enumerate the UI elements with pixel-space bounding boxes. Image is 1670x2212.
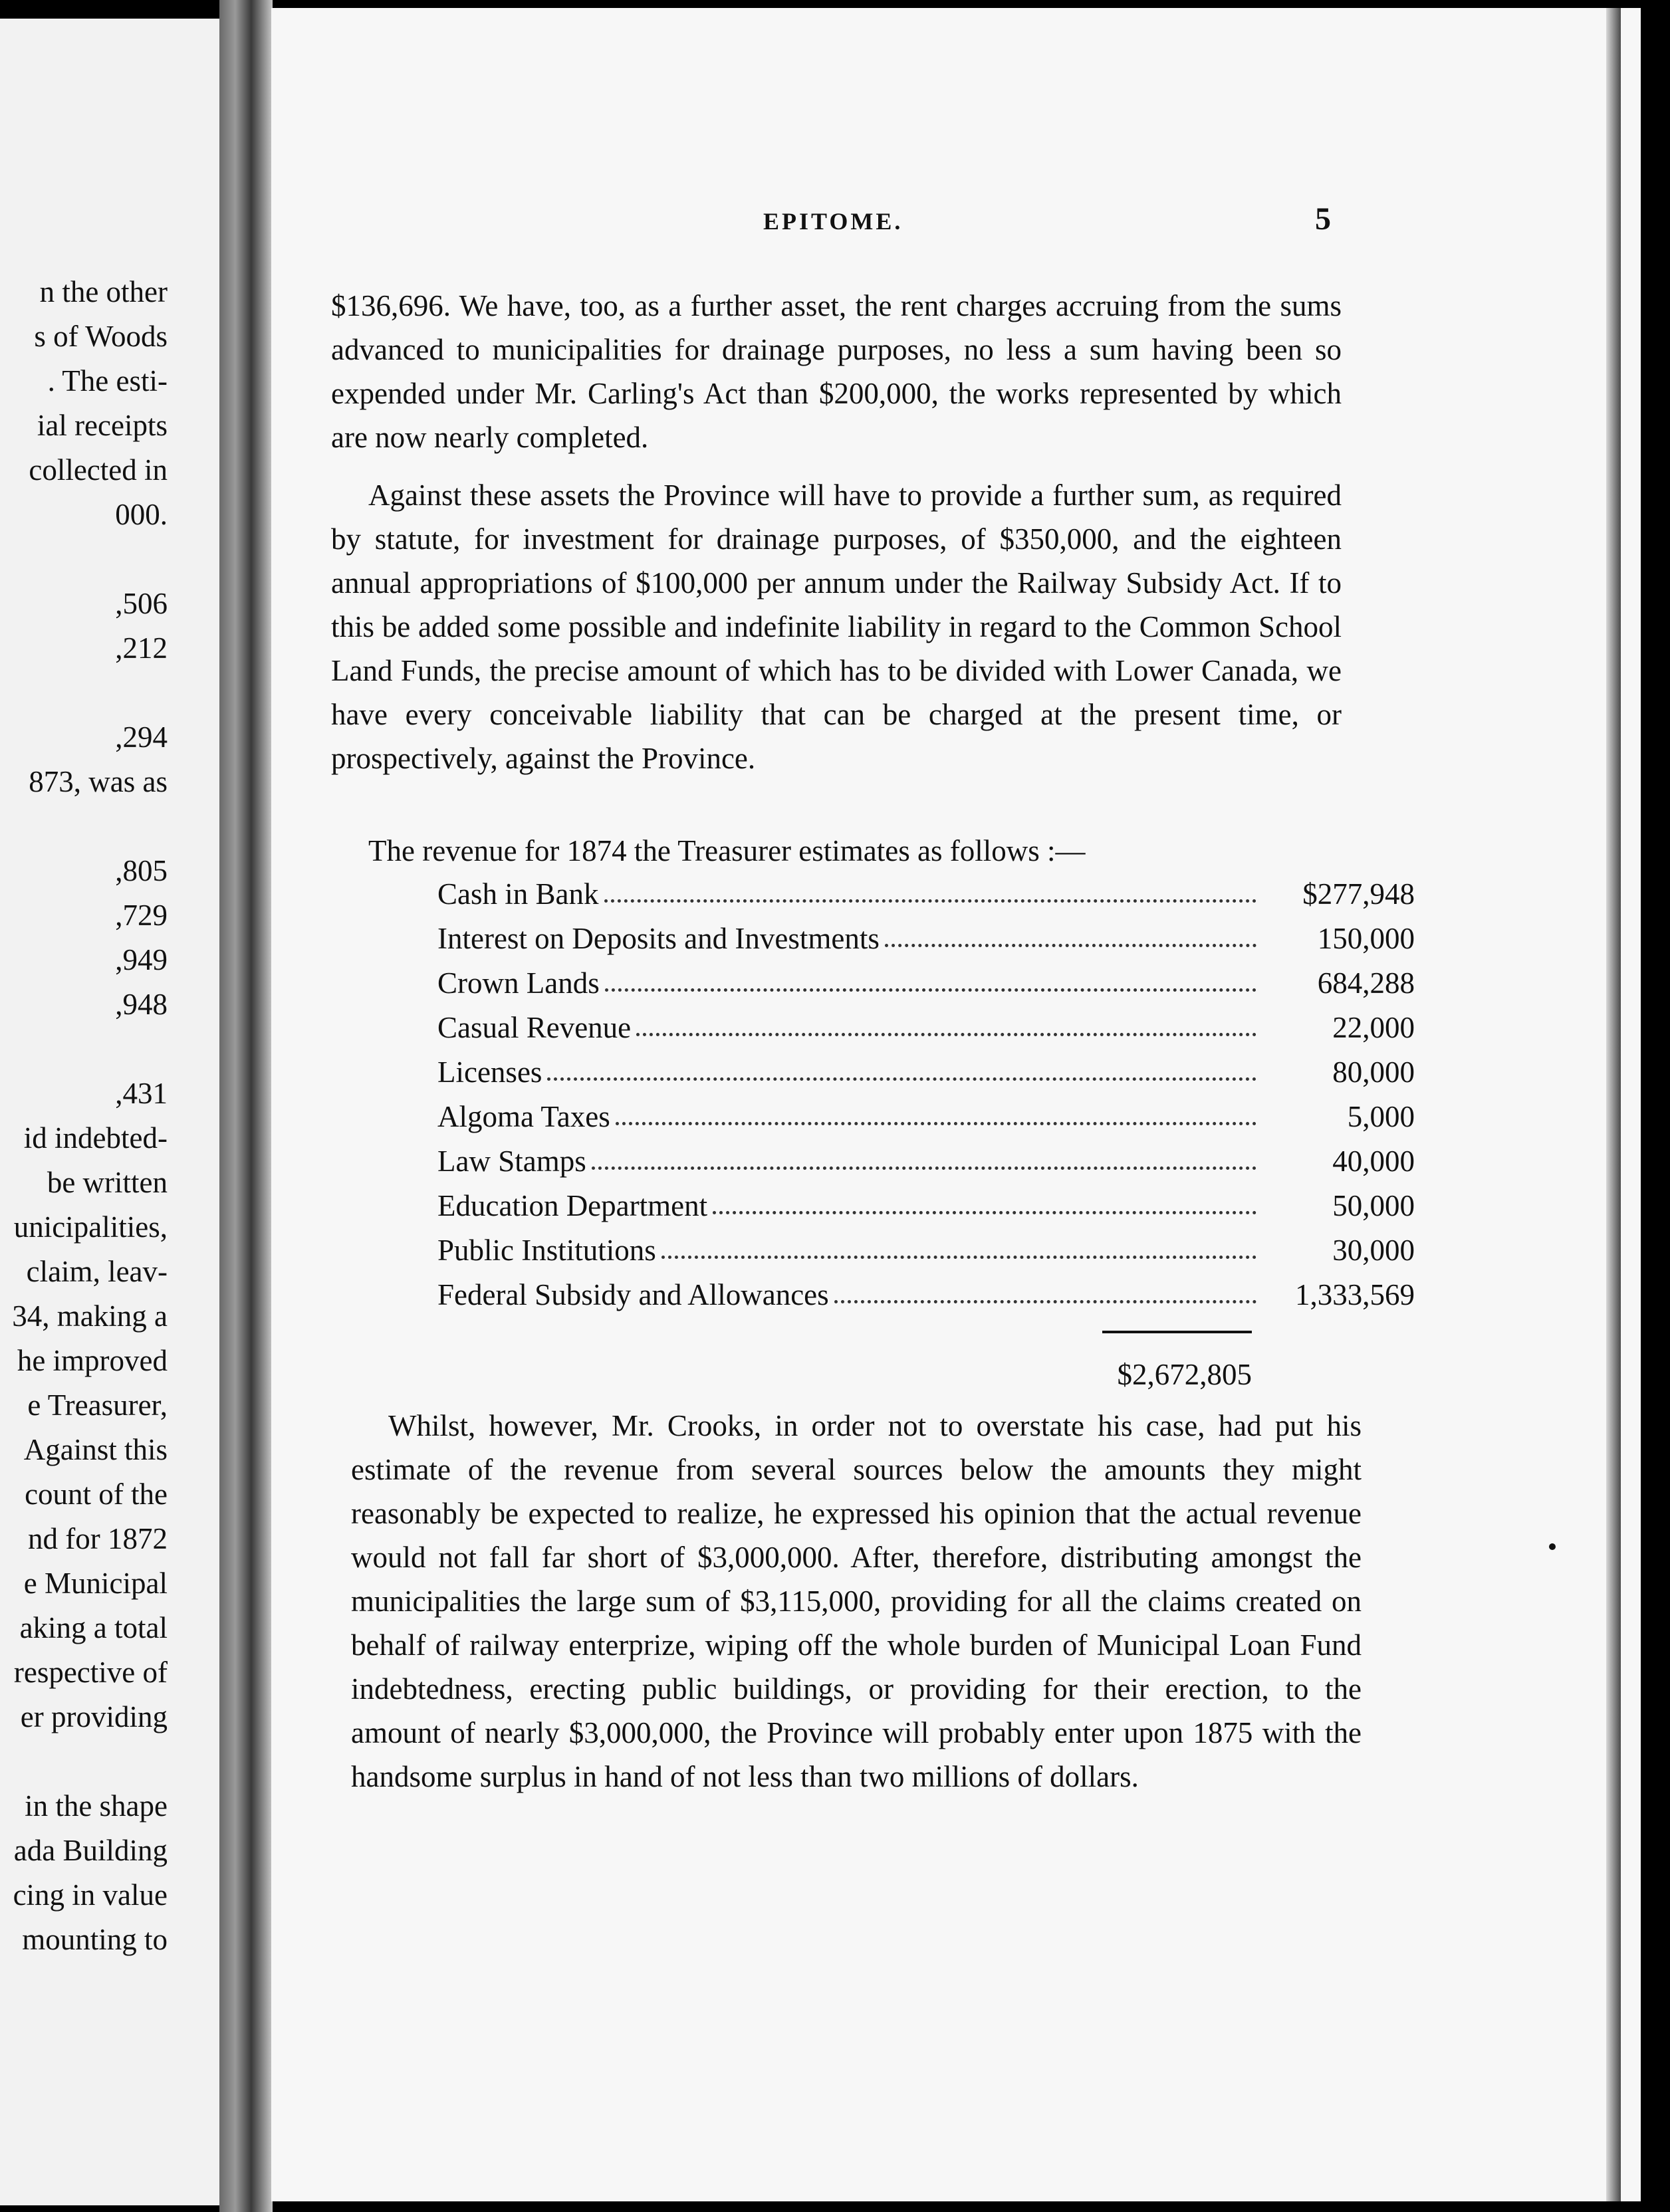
left-page-line: 873, was as (29, 765, 168, 798)
left-page-line: ,949 (115, 943, 168, 976)
revenue-value: 1,333,569 (1295, 1278, 1415, 1311)
revenue-label: Interest on Deposits and Investments (437, 922, 880, 955)
left-page-line: ial receipts (37, 409, 168, 442)
left-page-line: e Treasurer, (27, 1388, 168, 1422)
total-rule (1102, 1331, 1252, 1333)
left-page-line: nd for 1872 (28, 1522, 168, 1555)
dot-leader (604, 899, 1257, 903)
dot-leader (616, 1122, 1256, 1125)
revenue-value: 684,288 (1317, 966, 1415, 1000)
left-page-line: ,431 (115, 1077, 168, 1110)
left-page-line: unicipalities, (13, 1210, 168, 1244)
left-page-line: ,506 (115, 587, 168, 620)
revenue-table (437, 872, 1415, 1317)
page-edge-shadow (1606, 8, 1621, 2201)
revenue-row (437, 1184, 1415, 1228)
revenue-row (437, 1050, 1415, 1095)
dot-leader (605, 988, 1256, 992)
left-page-line: 34, making a (12, 1299, 168, 1333)
main-page (271, 8, 1641, 2201)
left-page-line: mounting to (22, 1923, 168, 1956)
paragraph-3 (351, 1404, 1362, 1799)
left-page-line: be written (47, 1166, 168, 1199)
left-page-line: e Municipal (23, 1567, 168, 1600)
revenue-value: 50,000 (1332, 1189, 1415, 1222)
revenue-label: Cash in Bank (437, 877, 599, 911)
page-number: 5 (1315, 201, 1331, 237)
revenue-value: $277,948 (1302, 877, 1415, 911)
revenue-total: $2,672,805 (1117, 1358, 1252, 1391)
left-page-line: ,948 (115, 988, 168, 1021)
left-page-line: cing in value (13, 1878, 168, 1912)
left-page-line: he improved (17, 1344, 168, 1377)
paragraph-3-text: Whilst, however, Mr. Crooks, in order not to overstate his case, had put his estimate of the revenue from several sources below the amounts they might reasonably be expected to realize, he expressed his opinion that the actual revenue would not fall far short of $3,000,000. After, therefore, distributing amongst the municipalities the large sum of $3,115,000, providing for all the claims created on behalf of railway enterprize, wiping off the whole burden of Municipal Loan Fund indebtedness, erecting public buildings, or providing for their erection, to the amount of nearly $3,000,000, the Province will probably enter upon 1875 with the handsome surplus in hand of not less than two millions of dollars. (351, 1409, 1362, 1793)
revenue-intro: The revenue for 1874 the Treasurer estimates as follows :— (368, 834, 1086, 867)
dot-leader (547, 1077, 1256, 1081)
left-page-line: er providing (20, 1700, 168, 1733)
revenue-row (437, 917, 1415, 961)
revenue-value: 40,000 (1332, 1145, 1415, 1178)
left-page-line: claim, leav- (26, 1255, 168, 1288)
left-page-line: in the shape (25, 1789, 168, 1823)
left-page-line: Against this (23, 1433, 168, 1466)
left-page-line: collected in (29, 453, 168, 487)
left-page-fragment (0, 19, 219, 2205)
ink-speck (1549, 1543, 1556, 1550)
dot-leader (592, 1166, 1256, 1170)
left-page-line (12, 671, 168, 715)
left-page-line: . The esti- (47, 364, 168, 397)
revenue-label: Education Department (437, 1189, 708, 1222)
left-page-line: s of Woods (34, 320, 168, 353)
book-gutter (219, 0, 273, 2212)
revenue-label: Licenses (437, 1055, 542, 1089)
dot-leader (834, 1300, 1256, 1303)
running-header: EPITOME. (763, 208, 903, 235)
left-page-line: aking a total (19, 1611, 168, 1644)
left-page-line: n the other (39, 275, 168, 308)
revenue-label: Algoma Taxes (437, 1100, 610, 1133)
revenue-row (437, 872, 1415, 917)
left-page-line: ,294 (115, 720, 168, 754)
revenue-label: Federal Subsidy and Allowances (437, 1278, 829, 1311)
revenue-label: Casual Revenue (437, 1011, 632, 1044)
left-page-line: ,729 (115, 899, 168, 932)
left-page-line: 000. (115, 498, 168, 531)
paragraph-1-text: $136,696. We have, too, as a further asset, the rent charges accruing from the sums advanced to municipalities for drainage purposes, no less a sum having been so expended under Mr. Carling's Act than $200,000, the works represented by which are now nearly completed. (331, 289, 1342, 454)
left-page-text (12, 270, 168, 1962)
paragraph-2 (331, 473, 1342, 780)
left-page-line: ada Building (13, 1834, 168, 1867)
revenue-value: 150,000 (1317, 922, 1415, 955)
revenue-value: 80,000 (1332, 1055, 1415, 1089)
left-page-line: respective of (13, 1656, 168, 1689)
revenue-row (437, 1095, 1415, 1139)
left-page-line (12, 804, 168, 849)
revenue-label: Law Stamps (437, 1145, 586, 1178)
revenue-value: 30,000 (1332, 1234, 1415, 1267)
revenue-label: Public Institutions (437, 1234, 656, 1267)
paragraph-1 (331, 284, 1342, 459)
left-page-line: ,805 (115, 854, 168, 887)
revenue-value: 22,000 (1332, 1011, 1415, 1044)
revenue-row (437, 1273, 1415, 1317)
dot-leader (885, 944, 1256, 947)
left-page-line: count of the (25, 1478, 168, 1511)
left-page-line: ,212 (115, 631, 168, 665)
dot-leader (713, 1211, 1256, 1214)
paragraph-2-text: Against these assets the Province will have to provide a further sum, as required by statute, for investment for drainage purposes, of $350,000, and the eighteen annual appropriations of $100,000 per annum under the Railway Subsidy Act. If to this be added some possible and indefinite liability in regard to the Common School Land Funds, the precise amount of which has to be divided with Lower Canada, we have every conceivable liability that can be charged at the present time, or prospectively, against the Province. (331, 479, 1342, 775)
left-page-line (12, 1027, 168, 1071)
revenue-row (437, 1139, 1415, 1184)
revenue-value: 5,000 (1347, 1100, 1415, 1133)
revenue-row (437, 1228, 1415, 1273)
revenue-row (437, 961, 1415, 1006)
left-page-line (12, 537, 168, 582)
revenue-label: Crown Lands (437, 966, 600, 1000)
left-page-line: id indebted- (23, 1121, 168, 1155)
revenue-row (437, 1006, 1415, 1050)
dot-leader (661, 1256, 1256, 1259)
dot-leader (636, 1033, 1256, 1036)
left-page-line (12, 1739, 168, 1784)
